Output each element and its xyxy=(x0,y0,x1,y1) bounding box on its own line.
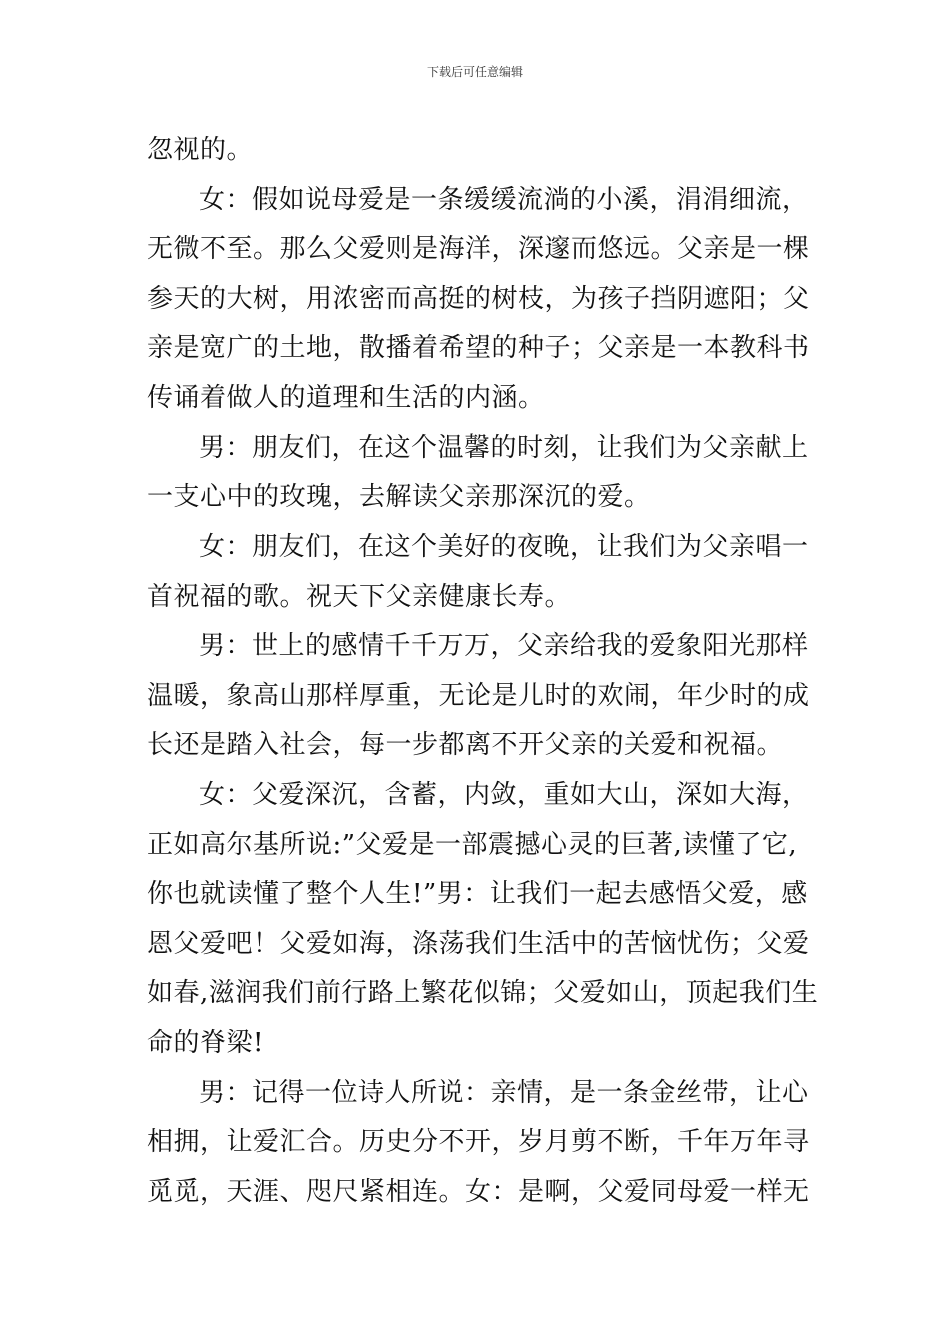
text-line: 女：父爱深沉，含蓄，内敛，重如大山，深如大海， xyxy=(199,780,809,810)
text-line: 一支心中的玫瑰，去解读父亲那深沉的爱。 xyxy=(147,482,651,512)
text-line: 恩父爱吧！父爱如海，涤荡我们生活中的苦恼忧伤；父爱 xyxy=(147,929,810,959)
text-line: 温暖，象高山那样厚重，无论是儿时的欢闹，年少时的成 xyxy=(147,681,810,711)
page-header: 下载后可任意编辑 xyxy=(426,65,523,79)
text-line: 无微不至。那么父爱则是海洋，深邃而悠远。父亲是一棵 xyxy=(147,234,810,264)
text-line: 你也就读懂了整个人生!”男：让我们一起去感悟父爱，感 xyxy=(147,879,808,909)
text-line: 如春,滋润我们前行路上繁花似锦；父爱如山，顶起我们生 xyxy=(147,978,819,1008)
text-line: 女：假如说母爱是一条缓缓流淌的小溪，涓涓细流， xyxy=(199,185,809,215)
text-line: 传诵着做人的道理和生活的内涵。 xyxy=(147,383,545,413)
text-line: 参天的大树，用浓密而高挺的树枝，为孩子挡阴遮阳；父 xyxy=(147,284,810,314)
text-line: 觅觅，天涯、咫尺紧相连。女：是啊，父爱同母爱一样无 xyxy=(147,1177,810,1207)
text-line: 亲是宽广的土地，散播着希望的种子；父亲是一本教科书 xyxy=(147,333,810,363)
text-line: 忽视的。 xyxy=(147,135,254,165)
text-line: 首祝福的歌。祝天下父亲健康长寿。 xyxy=(147,582,572,612)
text-line: 男：世上的感情千千万万，父亲给我的爱象阳光那样 xyxy=(199,631,809,661)
text-line: 男：朋友们，在这个温馨的时刻，让我们为父亲献上 xyxy=(199,433,809,463)
text-line: 正如高尔基所说:”父爱是一部震撼心灵的巨著,读懂了它, xyxy=(147,830,798,860)
text-line: 男：记得一位诗人所说：亲情，是一条金丝带，让心 xyxy=(199,1078,809,1108)
text-line: 命的脊梁! xyxy=(147,1028,264,1058)
text-line: 相拥，让爱汇合。历史分不开，岁月剪不断，千年万年寻 xyxy=(147,1127,810,1157)
text-line: 长还是踏入社会，每一步都离不开父亲的关爱和祝福。 xyxy=(147,730,784,760)
text-line: 女：朋友们，在这个美好的夜晚，让我们为父亲唱一 xyxy=(199,532,809,562)
